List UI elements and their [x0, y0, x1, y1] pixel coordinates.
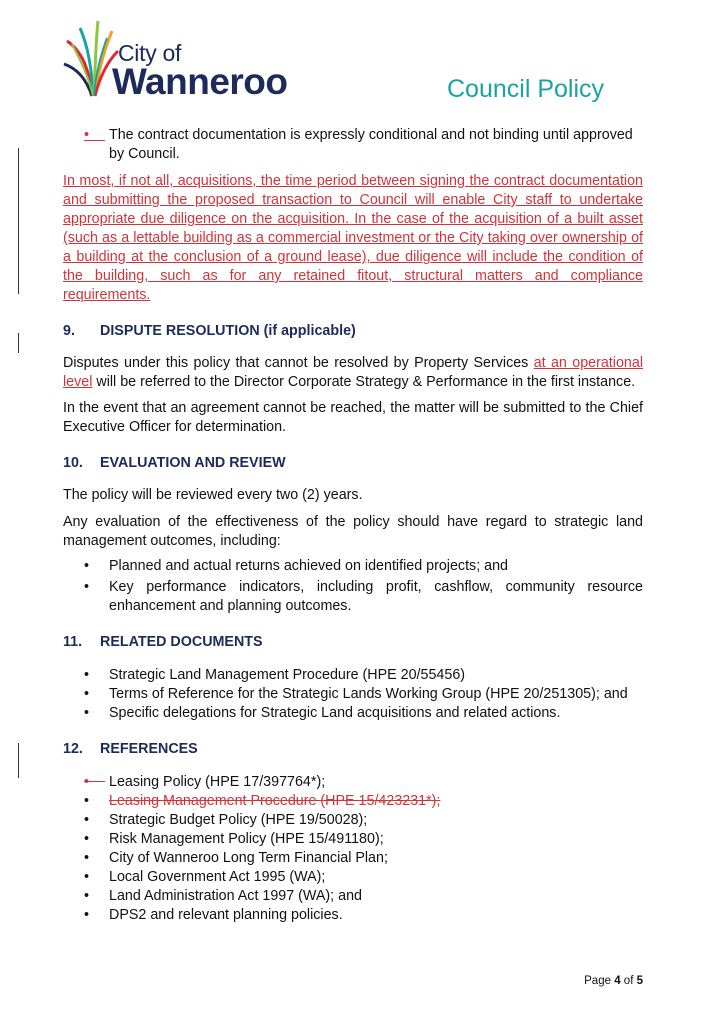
section-number: 11.: [63, 634, 83, 650]
bullet-glyph: •: [84, 705, 90, 721]
list-item: [63, 557, 643, 576]
logo-text-wanneroo: Wanneroo: [112, 61, 288, 102]
bullet-text: Planned and actual returns achieved on identified projects; and: [109, 558, 508, 574]
list-item: [63, 704, 643, 723]
bullet-glyph: •: [84, 888, 90, 904]
bullet-glyph: •: [84, 812, 90, 828]
revision-change-bar: [18, 333, 19, 353]
section-title: EVALUATION AND REVIEW: [100, 455, 286, 471]
section-title: RELATED DOCUMENTS: [100, 634, 263, 650]
section-heading-12: [63, 740, 643, 759]
list-item: [63, 830, 643, 849]
section-number: 9.: [63, 323, 75, 339]
bullet-text: City of Wanneroo Long Term Financial Plan;: [109, 850, 388, 866]
bullet-text: DPS2 and relevant planning policies.: [109, 907, 343, 923]
bullet-text: Strategic Land Management Procedure (HPE 20/55456): [109, 667, 466, 683]
list-item: [63, 906, 643, 925]
bullet-text: The contract documentation is expressly conditional and not binding until approved by Council.: [109, 127, 633, 162]
paragraph: [63, 354, 643, 392]
page-number-footer: [584, 975, 643, 987]
inserted-paragraph: In most, if not all, acquisitions, the time period between signing the contract documentation and submitting the proposed transaction to Council will enable City staff to undertake appropriate due diligence on the acquisition. In the case of the acquisition of a built asset (such as a lettable building as a commercial investment or the City taking over ownership of a building at the conclusion of a ground lease), due diligence will include the condition of the building, such as for any retained fitout, structural matters and compliance requirements.: [63, 173, 643, 303]
paragraph-text: will be referred to the Director Corporate Strategy & Performance in the first instance.: [92, 374, 636, 390]
section-heading-11: [63, 633, 643, 652]
document-type-title: Council Policy: [447, 75, 605, 103]
page-total: 5: [636, 975, 643, 987]
paragraph: In the event that an agreement cannot be reached, the matter will be submitted to the Chief Executive Officer for determination.: [63, 400, 643, 435]
bullet-glyph: •: [84, 127, 90, 143]
section-number: 10.: [63, 455, 83, 471]
bullet-text: Key performance indicators, including profit, cashflow, community resource enhancement and planning outcomes.: [109, 579, 643, 614]
inserted-tab-marker: [89, 126, 105, 145]
bullet-glyph: •: [84, 907, 90, 923]
paragraph: Any evaluation of the effectiveness of the policy should have regard to strategic land management outcomes, including:: [63, 514, 643, 549]
document-body: [63, 126, 643, 925]
section-number: 12.: [63, 741, 83, 757]
page-label: Page: [584, 975, 615, 987]
bullet-glyph: •: [84, 774, 90, 790]
logo-text-city-of: City of: [118, 40, 182, 66]
section-heading-10: [63, 454, 643, 473]
bullet-glyph: •: [84, 686, 90, 702]
bullet-text: Strategic Budget Policy (HPE 19/50028);: [109, 812, 368, 828]
section-title: REFERENCES: [100, 741, 198, 757]
list-item: [63, 868, 643, 887]
list-item: [63, 685, 643, 704]
paragraph: The policy will be reviewed every two (2) years.: [63, 487, 363, 503]
section-title: DISPUTE RESOLUTION (if applicable): [100, 323, 356, 339]
list-item: [63, 887, 643, 906]
revision-change-bar: [18, 148, 19, 294]
deleted-bullet-text: Leasing Management Procedure (HPE 15/423231*);: [109, 793, 441, 809]
bullet-list: [63, 666, 643, 723]
bullet-text: Local Government Act 1995 (WA);: [109, 869, 326, 885]
bullet-glyph: •: [84, 579, 90, 595]
list-item: [63, 773, 643, 792]
inserted-text: at an operational level: [63, 355, 643, 390]
section-heading-9: [63, 322, 643, 341]
list-item: [63, 849, 643, 868]
city-of-wanneroo-logo: [62, 16, 302, 106]
bullet-list: [63, 557, 643, 616]
revision-change-bar: [18, 743, 19, 778]
bullet-list: [63, 773, 643, 925]
bullet-text: Risk Management Policy (HPE 15/491180);: [109, 831, 384, 847]
list-item: [63, 792, 643, 811]
page-of-label: of: [620, 975, 637, 987]
bullet-glyph: •: [84, 869, 90, 885]
bullet-text: Specific delegations for Strategic Land acquisitions and related actions.: [109, 705, 561, 721]
bullet-glyph: •: [84, 850, 90, 866]
bullet-glyph: •: [84, 558, 90, 574]
list-item: [63, 578, 643, 616]
bullet-text: Terms of Reference for the Strategic Lands Working Group (HPE 20/251305); and: [109, 686, 628, 702]
page-current: 4: [614, 975, 621, 987]
list-item: [63, 126, 643, 164]
bullet-glyph: •: [84, 793, 90, 809]
list-item: [63, 666, 643, 685]
bullet-glyph: •: [84, 667, 90, 683]
paragraph-text: Disputes under this policy that cannot be resolved by Property Services: [63, 355, 534, 371]
list-item: [63, 811, 643, 830]
deleted-tab-marker: [89, 773, 105, 792]
bullet-glyph: •: [84, 831, 90, 847]
bullet-text: Leasing Policy (HPE 17/397764*);: [109, 774, 326, 790]
bullet-text: Land Administration Act 1997 (WA); and: [109, 888, 362, 904]
